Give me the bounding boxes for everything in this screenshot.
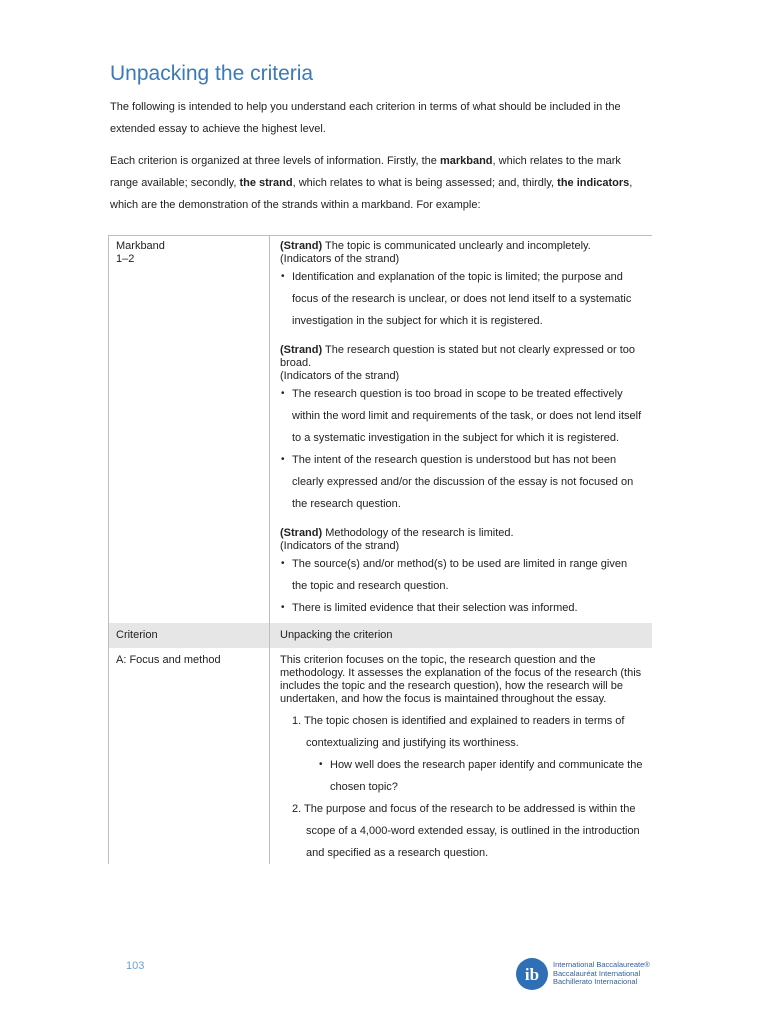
indicator-item: • Identification and explanation of the topic is limited; the purpose and focus of the research is unclear, or does not lend itself to a systematic investigation in the subject for which it is registered. (280, 266, 644, 332)
ib-logo-mark: ib (524, 965, 540, 984)
ib-logo-icon (515, 957, 549, 991)
numbered-list (280, 710, 644, 864)
numbered-item-text: 1. The topic chosen is identified and explained to readers in terms of contextualizing and justifying its worthiness. (292, 715, 625, 749)
strand-block (280, 527, 644, 619)
intro-text: , which are the demonstration of the strands within a markband. For example: (110, 177, 633, 211)
ib-logo-line: Bachillerato Internacional (553, 977, 638, 987)
markband-label: Markband (116, 240, 165, 252)
indicator-list (280, 383, 644, 515)
indicator-item: • The source(s) and/or method(s) to be used are limited in range given the topic and research question. (280, 553, 644, 597)
markband-range: 1–2 (116, 253, 135, 265)
strand-block (280, 240, 644, 332)
header-criterion: Criterion (116, 629, 158, 641)
page-title: Unpacking the criteria (110, 62, 314, 85)
strand-text: Methodology of the research is limited. (322, 527, 514, 539)
markband-cell (109, 236, 269, 623)
term-indicators: the indicators (557, 177, 630, 189)
criterion-name: A: Focus and method (116, 654, 221, 666)
criterion-description: This criterion focuses on the topic, the research question and the methodology. It assesses the explanation of the focus of the research (this includes the topic and the research question), how the research will be undertaken, and how the focus is maintained throughout the essay. (280, 654, 642, 705)
indicator-list (280, 553, 644, 619)
indicator-item: • There is limited evidence that their selection was informed. (280, 597, 644, 619)
table-header-row (109, 623, 652, 648)
numbered-item-text: 2. The purpose and focus of the research to be addressed is within the scope of a 4,000-word extended essay, is outlined in the introduction and specified as a research question. (292, 803, 640, 859)
indicator-item: • The research question is too broad in scope to be treated effectively within the word limit and requirements of the task, or does not lend itself to a systematic investigation in the subject for which it is registered. (280, 383, 644, 449)
criterion-row (109, 648, 652, 864)
strand-label: (Strand) (280, 527, 323, 539)
term-markband: markband (439, 155, 493, 167)
strand-heading (280, 240, 644, 253)
intro-text: , which relates to what is being assessed; and, thirdly, (292, 177, 558, 189)
intro-text: Each criterion is organized at three levels of information. Firstly, the (110, 155, 440, 167)
indicator-item: • The intent of the research question is understood but has not been clearly expressed and/or the discussion of the essay is not focused on the research question. (280, 449, 644, 515)
page-number: 103 (126, 960, 145, 972)
ib-logo-text (553, 961, 650, 987)
indicators-label: (Indicators of the strand) (280, 370, 400, 382)
ib-logo-line: Baccalauréat International (553, 968, 641, 978)
term-strand: the strand (239, 177, 293, 189)
strand-text: The research question is stated but not clearly expressed or too broad. (280, 344, 636, 369)
strand-label: (Strand) (280, 344, 323, 356)
intro-paragraph-2 (110, 150, 650, 216)
strands-cell (269, 236, 652, 623)
numbered-item (292, 798, 644, 864)
strand-text: The topic is communicated unclearly and incompletely. (322, 240, 591, 252)
ib-logo-line: International Baccalaureate® (553, 960, 650, 970)
strand-block (280, 344, 644, 515)
indicator-list (280, 266, 644, 332)
sub-item: • How well does the research paper identify and communicate the chosen topic? (318, 754, 644, 798)
sub-list (292, 754, 644, 798)
numbered-item (292, 710, 644, 798)
criteria-table (108, 235, 652, 864)
strand-heading (280, 344, 644, 370)
intro-paragraph-1: The following is intended to help you understand each criterion in terms of what should be included in the extended essay to achieve the highest level. (110, 101, 621, 135)
criterion-details (269, 648, 652, 864)
indicators-label: (Indicators of the strand) (280, 540, 400, 552)
example-row (109, 236, 652, 623)
strand-heading (280, 527, 644, 540)
header-unpacking: Unpacking the criterion (269, 623, 652, 648)
indicators-label: (Indicators of the strand) (280, 253, 400, 265)
intro-text: , which relates to the mark range available; secondly, (110, 155, 621, 189)
strand-label: (Strand) (280, 240, 323, 252)
ib-logo (515, 957, 650, 991)
